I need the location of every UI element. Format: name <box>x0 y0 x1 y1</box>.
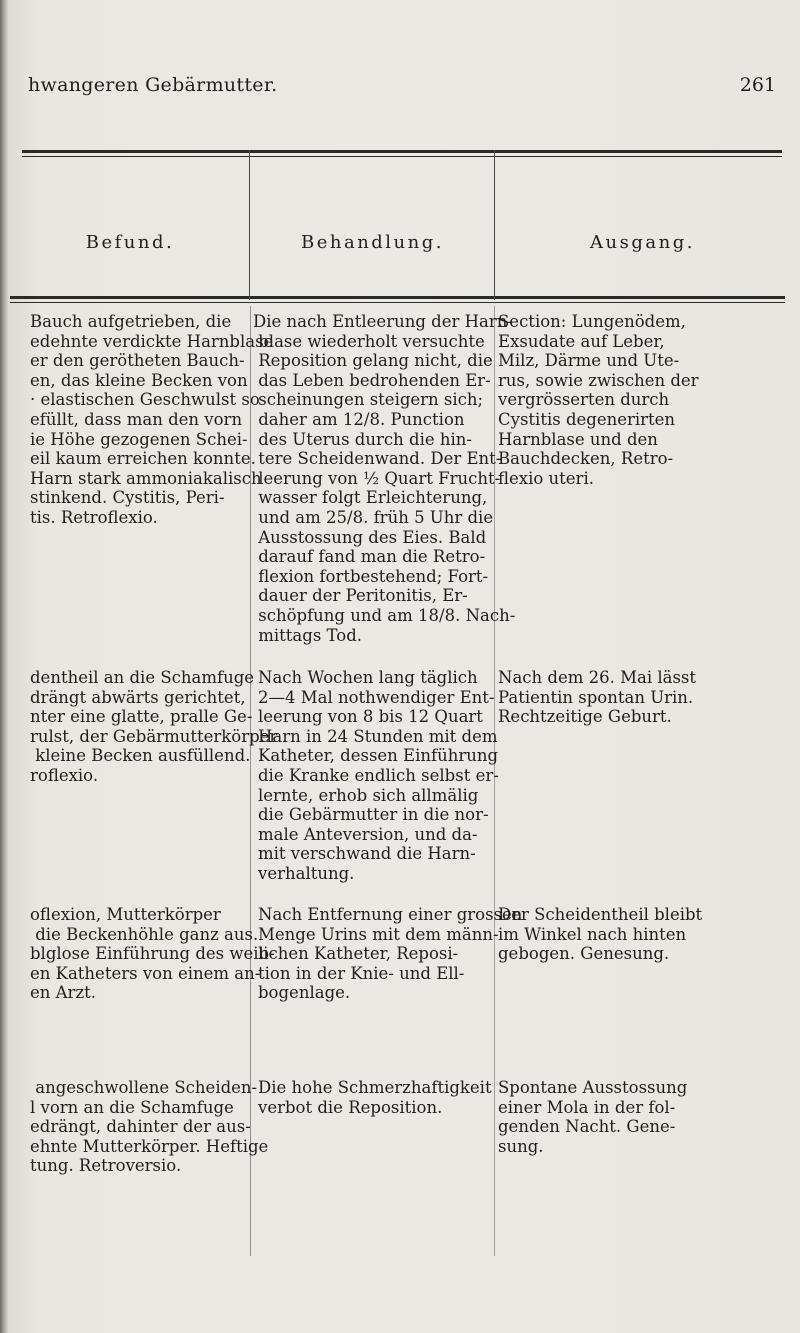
running-title: hwangeren Gebärmutter. <box>28 74 278 96</box>
header-bottom-rule-thin <box>10 302 785 303</box>
top-rule-thin <box>22 156 782 157</box>
row-1-befund: Bauch aufgetrieben, die edehnte verdickte Harnblase er den gerötheten Bauch- en, das kleine Becken von · elastischen Geschwulst so efüllt, dass man den vorn ie Höhe gezogenen Schei- eil kaum erreichen konnte. Harn stark ammoniakalisch stinkend. Cystitis, Peri- tis. Retroflexio. <box>30 312 274 527</box>
row-2-ausgang: Nach dem 26. Mai lässt Patientin spontan Urin. Rechtzeitige Geburt. <box>498 668 697 727</box>
binding-edge <box>0 0 8 1333</box>
row-2-befund: dentheil an die Schamfuge drängt abwärts gerichtet, nter eine glatte, pralle Ge- rulst, der Gebärmutterkörper kleine Becken ausfüllend. roflexio. <box>30 668 278 785</box>
row-1-ausgang: Section: Lungenödem, Exsudate auf Leber, Milz, Därme und Ute- rus, sowie zwischen der vergrösserten durch Cystitis degenerirten Harnblase und den Bauchdecken, Retro- flexio uteri. <box>498 312 699 488</box>
row-3-behandlung: Nach Entfernung einer grossen Menge Urins mit dem männ- lichen Katheter, Reposi- tion in der Knie- und Ell- bogenlage. <box>258 905 523 1003</box>
column-header-behandlung: Behandlung. <box>300 232 444 253</box>
column-header-befund: Befund. <box>85 232 175 253</box>
row-2-behandlung: Nach Wochen lang täglich 2—4 Mal nothwendiger Ent- leerung von 8 bis 12 Quart Harn in 24 Stunden mit dem Katheter, dessen Einführung die Kranke endlich selbst er- lernte, erhob sich allmälig die Gebärmutter in die nor- male Anteversion, und da- mit verschwand die Harn- verhaltung. <box>258 668 499 883</box>
row-1-behandlung: Die nach Entleerung der Harn- blase wiederholt versuchte Reposition gelang nicht, die das Leben bedrohenden Er- scheinungen steigern sich; daher am 12/8. Punction des Uterus durch die hin- tere Scheidenwand. Der Ent- leerung von ½ Quart Frucht- wasser folgt Erleichterung, und am 25/8. früh 5 Uhr die Ausstossung des Eies. Bald darauf fand man die Retro- flexion fortbestehend; Fort- dauer der Peritonitis, Er- schöpfung und am 18/8. Nach- mittags Tod. <box>253 312 516 645</box>
top-rule-thick <box>22 150 782 153</box>
page-number: 261 <box>739 74 776 96</box>
column-header-ausgang: Ausgang. <box>590 232 695 253</box>
column-divider-2 <box>494 150 495 300</box>
column-divider-1 <box>249 150 250 300</box>
header-bottom-rule-thick <box>10 296 785 299</box>
row-4-ausgang: Spontane Ausstossung einer Mola in der fol- genden Nacht. Gene- sung. <box>498 1078 688 1156</box>
row-3-befund: oflexion, Mutterkörper die Beckenhöhle ganz aus. blglose Einführung des weib- en Katheters von einem an- en Arzt. <box>30 905 275 1003</box>
row-4-behandlung: Die hohe Schmerzhaftigkeit verbot die Reposition. <box>258 1078 492 1117</box>
row-3-ausgang: Der Scheidentheil bleibt im Winkel nach hinten gebogen. Genesung. <box>498 905 703 964</box>
row-4-befund: angeschwollene Scheiden- l vorn an die Schamfuge edrängt, dahinter der aus- ehnte Mutterkörper. Heftige tung. Retroversio. <box>30 1078 269 1176</box>
